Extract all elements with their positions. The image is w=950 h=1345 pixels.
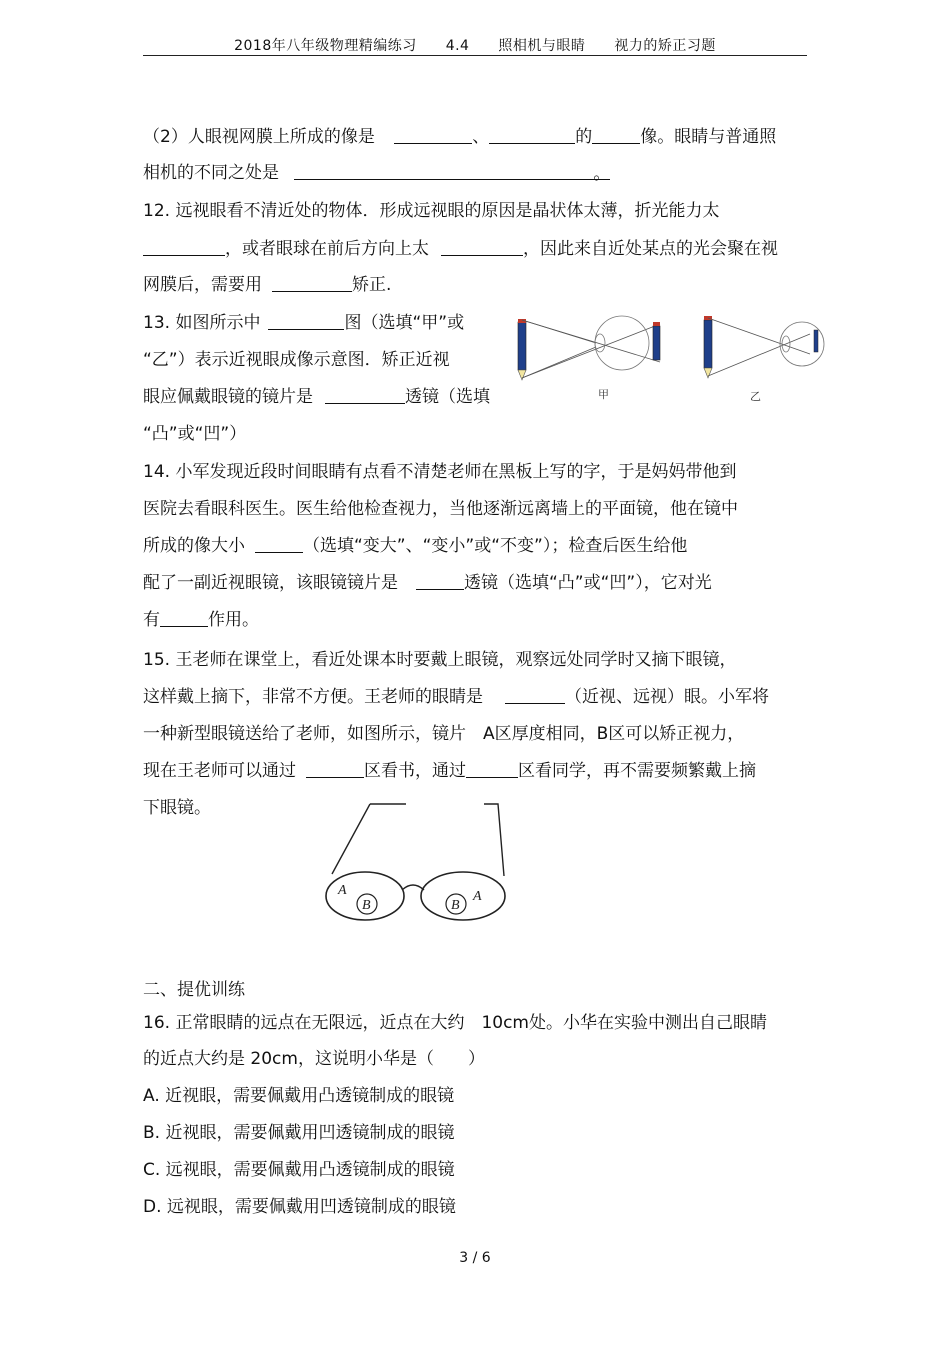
q13-line4: “凸”或“凹”） (143, 424, 247, 444)
header-section: 4.4 (445, 38, 470, 54)
q13-line3: 眼应佩戴眼镜的镜片是 透镜（选填 (143, 387, 490, 407)
header-title: 照相机与眼睛 (498, 38, 586, 54)
glasses-figure (318, 800, 518, 930)
eye-diagram-figure (510, 310, 830, 410)
page-header (143, 35, 807, 56)
answer-blank[interactable] (325, 385, 405, 404)
page-number: 3 / 6 (459, 1250, 491, 1266)
figure-label-yi: 乙 (750, 390, 761, 403)
q14-line5: 有 作用。 (143, 610, 259, 630)
q15-line4: 现在王老师可以通过 区看书，通过 区看同学，再不需要频繁戴上摘 (143, 761, 756, 781)
answer-blank[interactable] (394, 125, 472, 144)
answer-blank[interactable] (416, 571, 464, 590)
lens-region-a-left: A (338, 883, 347, 898)
q12-line3: 网膜后，需要用 矫正. (143, 275, 392, 295)
q15-line2: 这样戴上摘下，非常不方便。王老师的眼睛是 （近视、远视）眼。小军将 (143, 687, 769, 707)
answer-blank[interactable] (441, 237, 523, 256)
q16-line1: 16. 正常眼睛的远点在无限远，近点在大约 10cm处。小华在实验中测出自己眼睛 (143, 1013, 767, 1033)
q16-line2: 的近点大约是 20cm，这说明小华是（ ） (143, 1049, 485, 1069)
q14-line4: 配了一副近视眼镜，该眼镜镜片是 透镜（选填“凸”或“凹”），它对光 (143, 573, 712, 593)
q14-line3: 所成的像大小 （选填“变大”、“变小”或“不变”）；检查后医生给他 (143, 536, 688, 556)
q15-line1: 15. 王老师在课堂上，看近处课本时要戴上眼镜，观察远处同学时又摘下眼镜， (143, 650, 737, 670)
answer-blank[interactable] (268, 311, 344, 330)
answer-blank[interactable] (143, 237, 225, 256)
figure-label-jia: 甲 (598, 388, 609, 401)
q11-line2: 相机的不同之处是 。 (143, 163, 611, 184)
q13-line2: “乙”）表示近视眼成像示意图．矫正近视 (143, 350, 450, 370)
answer-blank[interactable] (272, 273, 352, 292)
answer-blank[interactable] (489, 125, 575, 144)
q12-line1: 12. 远视眼看不清近处的物体．形成远视眼的原因是晶状体太薄，折光能力太 (143, 201, 720, 221)
section-title: 二、提优训练 (143, 980, 245, 1000)
q12-line2: ，或者眼球在前后方向上太 ，因此来自近处某点的光会聚在视 (143, 236, 778, 262)
q15-line3: 一种新型眼镜送给了老师，如图所示，镜片 A区厚度相同，B区可以矫正视力， (143, 724, 745, 744)
answer-blank[interactable]: 。 (294, 161, 610, 180)
option-d[interactable]: D. 远视眼，需要佩戴用凹透镜制成的眼镜 (143, 1197, 456, 1217)
q13-line1: 13. 如图所示中 图（选填“甲”或 (143, 313, 465, 333)
answer-blank[interactable] (466, 759, 518, 778)
answer-blank[interactable] (505, 685, 565, 704)
q14-line2: 医院去看眼科医生。医生给他检查视力，当他逐渐远离墙上的平面镜，他在镜中 (143, 499, 738, 519)
q14-line1: 14. 小军发现近段时间眼睛有点看不清楚老师在黑板上写的字，于是妈妈带他到 (143, 462, 737, 482)
lens-region-a-right: A (473, 889, 482, 904)
answer-blank[interactable] (592, 125, 640, 144)
answer-blank[interactable] (255, 534, 303, 553)
header-course: 2018年八年级物理精编练习 (234, 38, 417, 54)
answer-blank[interactable] (306, 759, 364, 778)
answer-blank[interactable] (160, 608, 208, 627)
lens-region-b-left: B (362, 898, 371, 913)
q11-line1: （2）人眼视网膜上所成的像是 、 的 像。眼睛与普通照 (143, 127, 777, 147)
eye-diagram-yi (704, 316, 824, 403)
q15-line5: 下眼镜。 (143, 798, 211, 818)
option-b[interactable]: B. 近视眼，需要佩戴用凹透镜制成的眼镜 (143, 1123, 455, 1143)
option-a[interactable]: A. 近视眼，需要佩戴用凸透镜制成的眼镜 (143, 1086, 455, 1106)
eye-diagram-jia (518, 316, 660, 401)
header-subtitle: 视力的矫正习题 (614, 38, 716, 54)
option-c[interactable]: C. 远视眼，需要佩戴用凸透镜制成的眼镜 (143, 1160, 455, 1180)
lens-region-b-right: B (451, 898, 460, 913)
